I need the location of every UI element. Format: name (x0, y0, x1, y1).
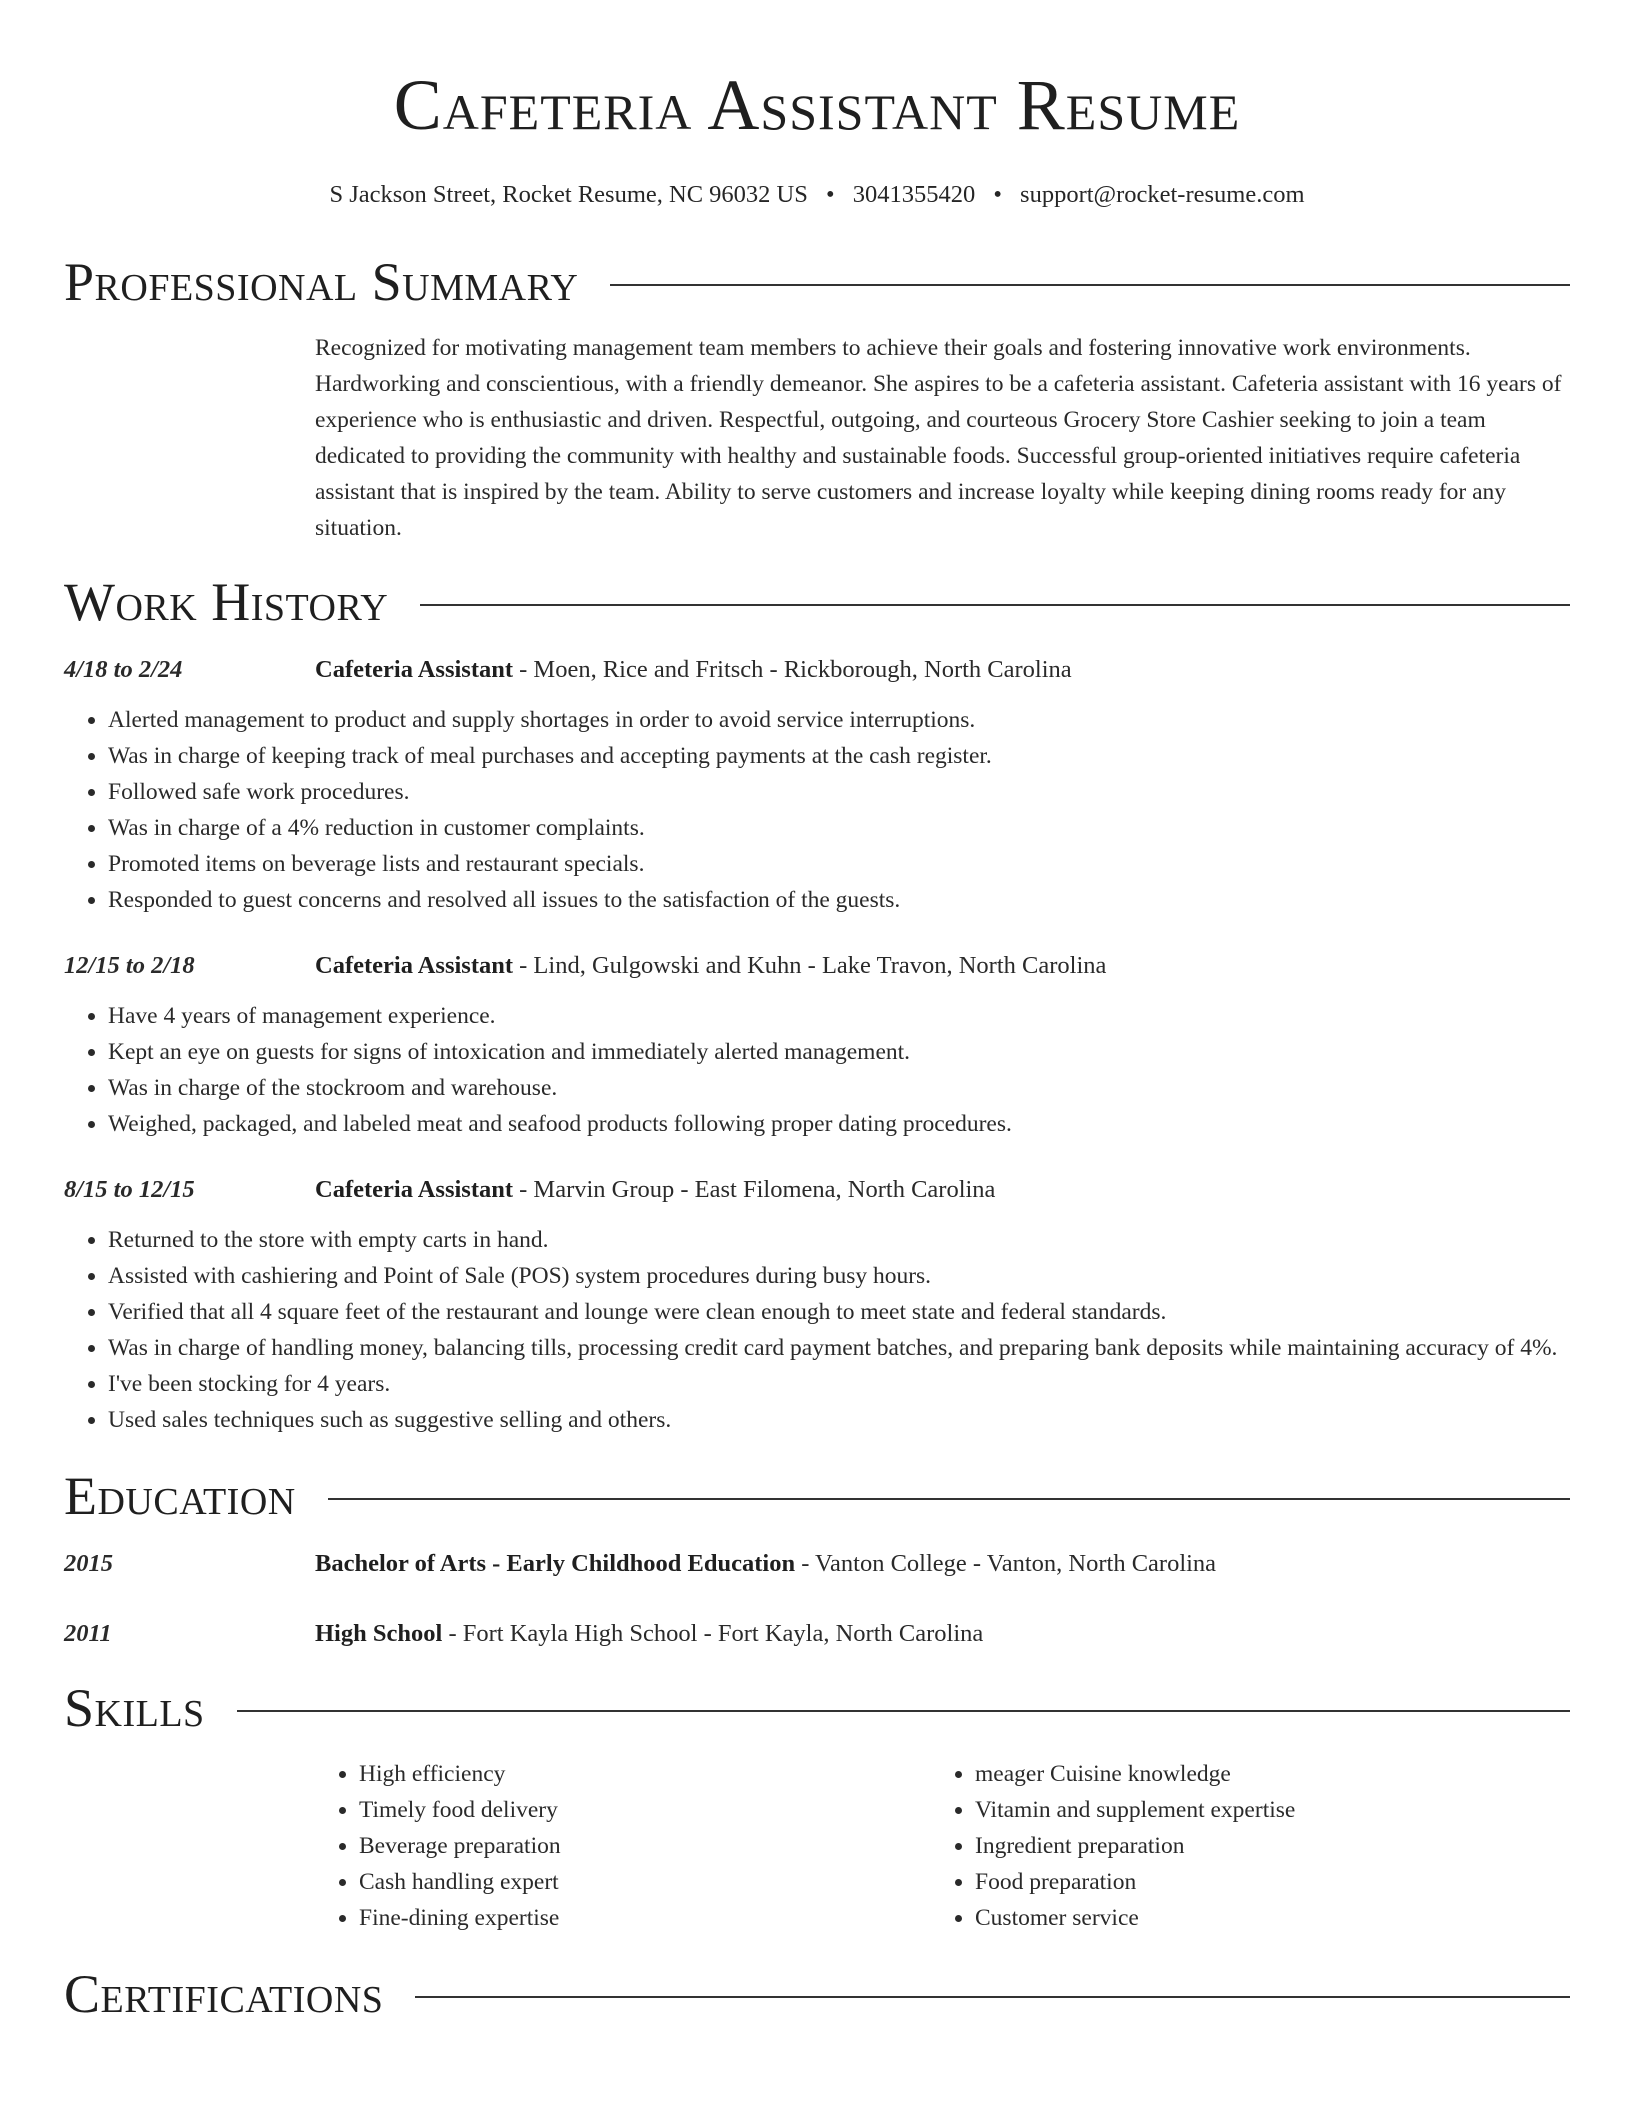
job-header (64, 652, 1570, 688)
list-item: • Assisted with cashiering and Point of Sale (POS) system procedures during busy hours. (108, 1258, 1570, 1294)
education-details: - Fort Kayla High School - Fort Kayla, North Carolina (442, 1620, 984, 1647)
list-item: • Followed safe work procedures. (108, 774, 1570, 810)
list-item: • Weighed, packaged, and labeled meat and seafood products following proper dating procedures. (108, 1106, 1570, 1142)
list-item: • I've been stocking for 4 years. (108, 1366, 1570, 1402)
job-title: Cafeteria Assistant (315, 952, 514, 979)
list-item: • meager Cuisine knowledge (975, 1756, 1547, 1792)
job-heading (315, 1172, 995, 1208)
education-degree: High School (315, 1620, 443, 1647)
job-bullets (64, 998, 1570, 1142)
contact-phone: 3041355420 (852, 181, 976, 208)
list-item: • Vitamin and supplement expertise (975, 1792, 1547, 1828)
section-divider (415, 1996, 1570, 1998)
education-year: 2015 (64, 1550, 113, 1577)
section-divider (610, 284, 1570, 286)
list-item: • Was in charge of the stockroom and warehouse. (108, 1070, 1570, 1106)
education-heading (315, 1546, 1216, 1582)
list-item: • Was in charge of a 4% reduction in customer complaints. (108, 810, 1570, 846)
list-item: • Responded to guest concerns and resolved all issues to the satisfaction of the guests. (108, 882, 1570, 918)
certifications-section-header (64, 1966, 1570, 2022)
list-item: • Cash handling expert (359, 1864, 931, 1900)
job-title: Cafeteria Assistant (315, 1176, 514, 1203)
section-title: Work History (64, 572, 389, 632)
job-details: - Marvin Group - East Filomena, North Carolina (513, 1176, 996, 1203)
section-title: Education (64, 1466, 296, 1526)
education-year: 2011 (64, 1620, 112, 1647)
education-entry (64, 1616, 1570, 1652)
resume-title: Cafeteria Assistant Resume (393, 65, 1241, 145)
list-item: • Alerted management to product and supply shortages in order to avoid service interruptions. (108, 702, 1570, 738)
list-item: • Ingredient preparation (975, 1828, 1547, 1864)
list-item: • Was in charge of handling money, balancing tills, processing credit card payment batches, and preparing bank deposits while maintaining accuracy of 4%. (108, 1330, 1570, 1366)
list-item: • Have 4 years of management experience. (108, 998, 1570, 1034)
job-bullets (64, 1222, 1570, 1438)
section-divider (328, 1498, 1570, 1500)
list-item: • Customer service (975, 1900, 1547, 1936)
list-item: • Fine-dining expertise (359, 1900, 931, 1936)
job-entry (64, 948, 1570, 1142)
skills-column-right (931, 1756, 1547, 1936)
contact-address: S Jackson Street, Rocket Resume, NC 96032 US (329, 181, 808, 208)
contact-separator: • (993, 181, 1002, 208)
job-details: - Lind, Gulgowski and Kuhn - Lake Travon, North Carolina (513, 952, 1107, 979)
job-bullets (64, 702, 1570, 918)
contact-email: support@rocket-resume.com (1020, 181, 1305, 208)
list-item: • Promoted items on beverage lists and restaurant specials. (108, 846, 1570, 882)
skills-list (315, 1756, 1570, 1936)
job-entry (64, 1172, 1570, 1438)
job-details: - Moen, Rice and Fritsch - Rickborough, North Carolina (513, 656, 1072, 683)
job-title: Cafeteria Assistant (315, 656, 514, 683)
section-title: Certifications (64, 1964, 384, 2024)
section-divider (420, 604, 1570, 606)
education-heading (315, 1616, 983, 1652)
list-item: • Kept an eye on guests for signs of intoxication and immediately alerted management. (108, 1034, 1570, 1070)
list-item: • Verified that all 4 square feet of the restaurant and lounge were clean enough to meet state and federal standards. (108, 1294, 1570, 1330)
list-item: • Used sales techniques such as suggestive selling and others. (108, 1402, 1570, 1438)
skills-section-header (64, 1680, 1570, 1736)
list-item: • Beverage preparation (359, 1828, 931, 1864)
list-item: • Returned to the store with empty carts in hand. (108, 1222, 1570, 1258)
job-header (64, 948, 1570, 984)
summary-section-header (64, 254, 1570, 310)
job-dates: 4/18 to 2/24 (64, 656, 183, 683)
summary-text: Recognized for motivating management team members to achieve their goals and fostering innovative work environments. Hardworking and conscientious, with a friendly demeanor. She aspires to be a cafeteria assistant. Cafeteria assistant with 16 years of experience who is enthusiastic and driven. Respectful, outgoing, and courteous Grocery Store Cashier seeking to join a team dedicated to providing the community with healthy and sustainable foods. Successful group-oriented initiatives require cafeteria assistant that is inspired by the team. Ability to serve customers and increase loyalty while keeping dining rooms ready for any situation. (315, 335, 1562, 541)
contact-line (64, 180, 1570, 210)
job-heading (315, 948, 1106, 984)
education-details: - Vanton College - Vanton, North Carolina (795, 1550, 1217, 1577)
list-item: • Was in charge of keeping track of meal purchases and accepting payments at the cash register. (108, 738, 1570, 774)
skills-column-left (315, 1756, 931, 1936)
section-title: Skills (64, 1678, 205, 1738)
job-dates: 8/15 to 12/15 (64, 1176, 195, 1203)
list-item: • Food preparation (975, 1864, 1547, 1900)
job-dates: 12/15 to 2/18 (64, 952, 195, 979)
education-section-header (64, 1468, 1570, 1524)
contact-separator: • (826, 181, 835, 208)
section-title: Professional Summary (64, 252, 579, 312)
section-divider (237, 1710, 1570, 1712)
work-section-header (64, 574, 1570, 630)
job-entry (64, 652, 1570, 918)
job-heading (315, 652, 1072, 688)
education-entry (64, 1546, 1570, 1582)
list-item: • High efficiency (359, 1756, 931, 1792)
education-degree: Bachelor of Arts - Early Childhood Education (315, 1550, 796, 1577)
job-header (64, 1172, 1570, 1208)
list-item: • Timely food delivery (359, 1792, 931, 1828)
